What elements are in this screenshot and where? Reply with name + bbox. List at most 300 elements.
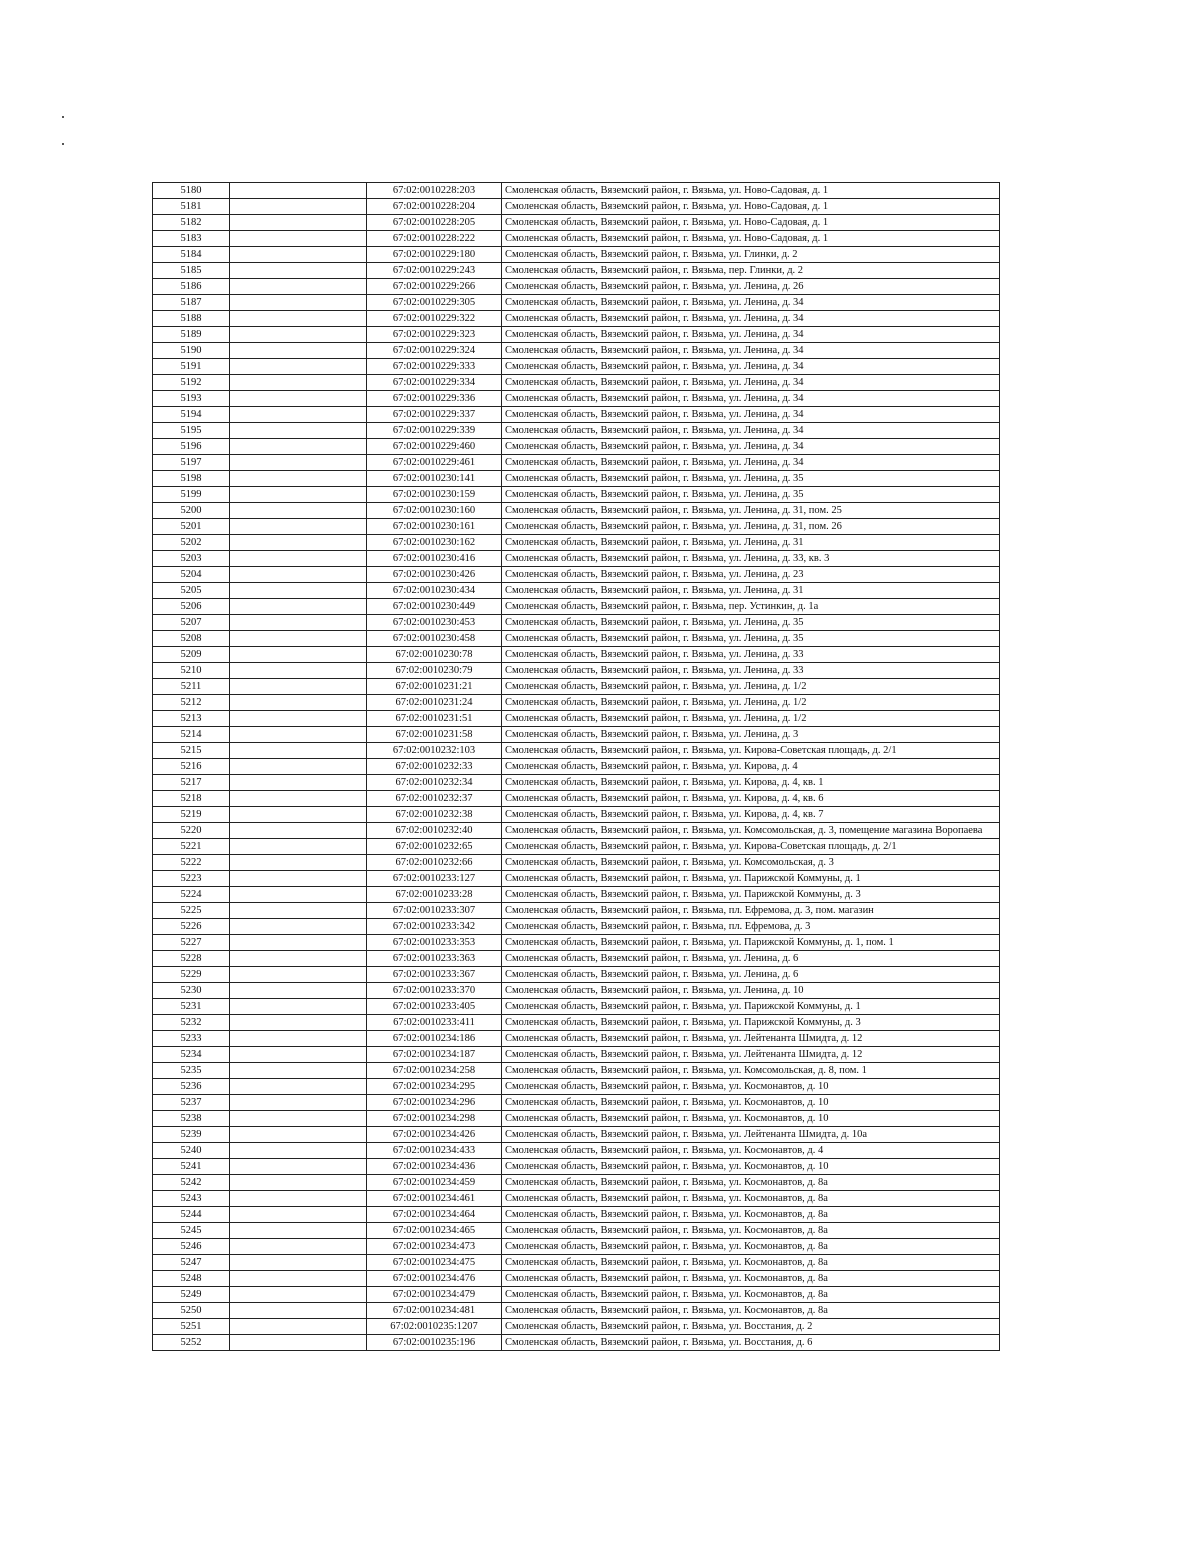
address-cell: Смоленская область, Вяземский район, г. Вязьма, ул. Лейтенанта Шмидта, д. 12 <box>502 1031 1000 1047</box>
table-row <box>153 823 1000 839</box>
cadastral-number-cell: 67:02:0010234:186 <box>367 1031 502 1047</box>
address-cell: Смоленская область, Вяземский район, г. Вязьма, ул. Ленина, д. 34 <box>502 439 1000 455</box>
empty-cell <box>230 1015 367 1031</box>
address-cell: Смоленская область, Вяземский район, г. Вязьма, ул. Парижской Коммуны, д. 1, пом. 1 <box>502 935 1000 951</box>
empty-cell <box>230 1303 367 1319</box>
row-number-cell: 5221 <box>153 839 230 855</box>
address-cell: Смоленская область, Вяземский район, г. Вязьма, ул. Ленина, д. 35 <box>502 631 1000 647</box>
table-row <box>153 327 1000 343</box>
address-cell: Смоленская область, Вяземский район, г. Вязьма, ул. Лейтенанта Шмидта, д. 12 <box>502 1047 1000 1063</box>
cadastral-number-cell: 67:02:0010233:370 <box>367 983 502 999</box>
row-number-cell: 5230 <box>153 983 230 999</box>
empty-cell <box>230 967 367 983</box>
table-row <box>153 407 1000 423</box>
cadastral-number-cell: 67:02:0010229:322 <box>367 311 502 327</box>
empty-cell <box>230 247 367 263</box>
empty-cell <box>230 1191 367 1207</box>
empty-cell <box>230 903 367 919</box>
address-cell: Смоленская область, Вяземский район, г. Вязьма, ул. Ленина, д. 6 <box>502 951 1000 967</box>
empty-cell <box>230 263 367 279</box>
empty-cell <box>230 695 367 711</box>
row-number-cell: 5204 <box>153 567 230 583</box>
row-number-cell: 5224 <box>153 887 230 903</box>
table-row <box>153 951 1000 967</box>
address-cell: Смоленская область, Вяземский район, г. Вязьма, ул. Ленина, д. 35 <box>502 471 1000 487</box>
cadastral-number-cell: 67:02:0010228:205 <box>367 215 502 231</box>
address-cell: Смоленская область, Вяземский район, г. Вязьма, ул. Парижской Коммуны, д. 1 <box>502 871 1000 887</box>
address-cell: Смоленская область, Вяземский район, г. Вязьма, ул. Ново-Садовая, д. 1 <box>502 183 1000 199</box>
row-number-cell: 5186 <box>153 279 230 295</box>
address-cell: Смоленская область, Вяземский район, г. Вязьма, ул. Ново-Садовая, д. 1 <box>502 199 1000 215</box>
table-row <box>153 1127 1000 1143</box>
table-row <box>153 807 1000 823</box>
row-number-cell: 5219 <box>153 807 230 823</box>
empty-cell <box>230 1335 367 1351</box>
cadastral-number-cell: 67:02:0010229:266 <box>367 279 502 295</box>
row-number-cell: 5206 <box>153 599 230 615</box>
cadastral-number-cell: 67:02:0010232:33 <box>367 759 502 775</box>
address-cell: Смоленская область, Вяземский район, г. Вязьма, ул. Ленина, д. 23 <box>502 567 1000 583</box>
address-cell: Смоленская область, Вяземский район, г. Вязьма, ул. Восстания, д. 6 <box>502 1335 1000 1351</box>
table-row <box>153 535 1000 551</box>
address-cell: Смоленская область, Вяземский район, г. Вязьма, ул. Ленина, д. 34 <box>502 343 1000 359</box>
row-number-cell: 5214 <box>153 727 230 743</box>
table-row <box>153 279 1000 295</box>
cadastral-number-cell: 67:02:0010229:337 <box>367 407 502 423</box>
table-row <box>153 631 1000 647</box>
address-cell: Смоленская область, Вяземский район, г. Вязьма, ул. Ленина, д. 31 <box>502 583 1000 599</box>
empty-cell <box>230 535 367 551</box>
cadastral-number-cell: 67:02:0010234:436 <box>367 1159 502 1175</box>
table-row <box>153 871 1000 887</box>
table-row <box>153 311 1000 327</box>
empty-cell <box>230 1271 367 1287</box>
cadastral-number-cell: 67:02:0010232:103 <box>367 743 502 759</box>
address-cell: Смоленская область, Вяземский район, г. Вязьма, ул. Ленина, д. 34 <box>502 455 1000 471</box>
row-number-cell: 5216 <box>153 759 230 775</box>
empty-cell <box>230 1047 367 1063</box>
address-cell: Смоленская область, Вяземский район, г. Вязьма, ул. Ленина, д. 34 <box>502 311 1000 327</box>
row-number-cell: 5215 <box>153 743 230 759</box>
table-row <box>153 583 1000 599</box>
empty-cell <box>230 519 367 535</box>
row-number-cell: 5237 <box>153 1095 230 1111</box>
address-cell: Смоленская область, Вяземский район, г. Вязьма, ул. Ново-Садовая, д. 1 <box>502 231 1000 247</box>
address-cell: Смоленская область, Вяземский район, г. Вязьма, ул. Ленина, д. 34 <box>502 423 1000 439</box>
empty-cell <box>230 1223 367 1239</box>
table-row <box>153 887 1000 903</box>
address-cell: Смоленская область, Вяземский район, г. Вязьма, ул. Ленина, д. 10 <box>502 983 1000 999</box>
cadastral-number-cell: 67:02:0010234:475 <box>367 1255 502 1271</box>
empty-cell <box>230 935 367 951</box>
cadastral-number-cell: 67:02:0010230:161 <box>367 519 502 535</box>
table-row <box>153 967 1000 983</box>
empty-cell <box>230 215 367 231</box>
address-cell: Смоленская область, Вяземский район, г. Вязьма, ул. Ленина, д. 1/2 <box>502 679 1000 695</box>
empty-cell <box>230 391 367 407</box>
row-number-cell: 5190 <box>153 343 230 359</box>
row-number-cell: 5233 <box>153 1031 230 1047</box>
row-number-cell: 5220 <box>153 823 230 839</box>
address-cell: Смоленская область, Вяземский район, г. Вязьма, ул. Комсомольская, д. 8, пом. 1 <box>502 1063 1000 1079</box>
address-cell: Смоленская область, Вяземский район, г. Вязьма, ул. Космонавтов, д. 8а <box>502 1191 1000 1207</box>
cadastral-number-cell: 67:02:0010230:416 <box>367 551 502 567</box>
row-number-cell: 5202 <box>153 535 230 551</box>
table-row <box>153 503 1000 519</box>
empty-cell <box>230 551 367 567</box>
address-cell: Смоленская область, Вяземский район, г. Вязьма, пл. Ефремова, д. 3 <box>502 919 1000 935</box>
row-number-cell: 5251 <box>153 1319 230 1335</box>
row-number-cell: 5236 <box>153 1079 230 1095</box>
empty-cell <box>230 983 367 999</box>
row-number-cell: 5207 <box>153 615 230 631</box>
cadastral-number-cell: 67:02:0010234:258 <box>367 1063 502 1079</box>
row-number-cell: 5218 <box>153 791 230 807</box>
address-cell: Смоленская область, Вяземский район, г. Вязьма, ул. Ленина, д. 6 <box>502 967 1000 983</box>
address-cell: Смоленская область, Вяземский район, г. Вязьма, ул. Космонавтов, д. 10 <box>502 1095 1000 1111</box>
address-cell: Смоленская область, Вяземский район, г. Вязьма, ул. Кирова, д. 4, кв. 7 <box>502 807 1000 823</box>
address-cell: Смоленская область, Вяземский район, г. Вязьма, ул. Космонавтов, д. 8а <box>502 1175 1000 1191</box>
table-row <box>153 567 1000 583</box>
table-row <box>153 455 1000 471</box>
table-row <box>153 231 1000 247</box>
address-cell: Смоленская область, Вяземский район, г. Вязьма, ул. Кирова, д. 4 <box>502 759 1000 775</box>
row-number-cell: 5225 <box>153 903 230 919</box>
address-cell: Смоленская область, Вяземский район, г. Вязьма, ул. Парижской Коммуны, д. 1 <box>502 999 1000 1015</box>
cadastral-number-cell: 67:02:0010233:405 <box>367 999 502 1015</box>
empty-cell <box>230 951 367 967</box>
empty-cell <box>230 487 367 503</box>
table-row <box>153 695 1000 711</box>
table-row <box>153 1047 1000 1063</box>
cadastral-number-cell: 67:02:0010234:481 <box>367 1303 502 1319</box>
address-cell: Смоленская область, Вяземский район, г. Вязьма, ул. Космонавтов, д. 8а <box>502 1207 1000 1223</box>
address-cell: Смоленская область, Вяземский район, г. Вязьма, ул. Ленина, д. 33, кв. 3 <box>502 551 1000 567</box>
row-number-cell: 5212 <box>153 695 230 711</box>
table-row <box>153 1319 1000 1335</box>
empty-cell <box>230 375 367 391</box>
empty-cell <box>230 743 367 759</box>
cadastral-number-cell: 67:02:0010234:461 <box>367 1191 502 1207</box>
cadastral-number-cell: 67:02:0010228:203 <box>367 183 502 199</box>
empty-cell <box>230 631 367 647</box>
address-cell: Смоленская область, Вяземский район, г. Вязьма, ул. Космонавтов, д. 8а <box>502 1271 1000 1287</box>
row-number-cell: 5245 <box>153 1223 230 1239</box>
empty-cell <box>230 615 367 631</box>
table-row <box>153 935 1000 951</box>
row-number-cell: 5185 <box>153 263 230 279</box>
table-row <box>153 855 1000 871</box>
cadastral-number-cell: 67:02:0010235:196 <box>367 1335 502 1351</box>
address-cell: Смоленская область, Вяземский район, г. Вязьма, ул. Комсомольская, д. 3, помещение магазина Воропаева <box>502 823 1000 839</box>
empty-cell <box>230 839 367 855</box>
table-row <box>153 903 1000 919</box>
empty-cell <box>230 1159 367 1175</box>
table-row <box>153 711 1000 727</box>
cadastral-number-cell: 67:02:0010229:324 <box>367 343 502 359</box>
address-cell: Смоленская область, Вяземский район, г. Вязьма, ул. Ленина, д. 34 <box>502 391 1000 407</box>
cadastral-number-cell: 67:02:0010231:51 <box>367 711 502 727</box>
row-number-cell: 5247 <box>153 1255 230 1271</box>
cadastral-number-cell: 67:02:0010229:180 <box>367 247 502 263</box>
cadastral-number-cell: 67:02:0010232:38 <box>367 807 502 823</box>
cadastral-number-cell: 67:02:0010231:24 <box>367 695 502 711</box>
empty-cell <box>230 727 367 743</box>
empty-cell <box>230 1127 367 1143</box>
empty-cell <box>230 567 367 583</box>
empty-cell <box>230 343 367 359</box>
address-cell: Смоленская область, Вяземский район, г. Вязьма, пл. Ефремова, д. 3, пом. магазин <box>502 903 1000 919</box>
cadastral-number-cell: 67:02:0010234:459 <box>367 1175 502 1191</box>
table-row <box>153 375 1000 391</box>
table-row <box>153 1207 1000 1223</box>
table-row <box>153 1191 1000 1207</box>
row-number-cell: 5201 <box>153 519 230 535</box>
address-cell: Смоленская область, Вяземский район, г. Вязьма, ул. Лейтенанта Шмидта, д. 10а <box>502 1127 1000 1143</box>
table-row <box>153 663 1000 679</box>
table-row <box>153 359 1000 375</box>
table-row <box>153 183 1000 199</box>
table-row <box>153 519 1000 535</box>
table-row <box>153 615 1000 631</box>
table-row <box>153 1031 1000 1047</box>
row-number-cell: 5222 <box>153 855 230 871</box>
row-number-cell: 5213 <box>153 711 230 727</box>
address-cell: Смоленская область, Вяземский район, г. Вязьма, ул. Ленина, д. 33 <box>502 647 1000 663</box>
row-number-cell: 5231 <box>153 999 230 1015</box>
row-number-cell: 5209 <box>153 647 230 663</box>
cadastral-number-cell: 67:02:0010230:426 <box>367 567 502 583</box>
address-cell: Смоленская область, Вяземский район, г. Вязьма, ул. Кирова, д. 4, кв. 1 <box>502 775 1000 791</box>
cadastral-number-cell: 67:02:0010233:367 <box>367 967 502 983</box>
property-registry-table <box>152 182 1000 1351</box>
empty-cell <box>230 1255 367 1271</box>
table-row <box>153 263 1000 279</box>
empty-cell <box>230 855 367 871</box>
table-row <box>153 1015 1000 1031</box>
empty-cell <box>230 647 367 663</box>
table-row <box>153 727 1000 743</box>
row-number-cell: 5241 <box>153 1159 230 1175</box>
row-number-cell: 5187 <box>153 295 230 311</box>
row-number-cell: 5246 <box>153 1239 230 1255</box>
empty-cell <box>230 791 367 807</box>
empty-cell <box>230 183 367 199</box>
table-row <box>153 1159 1000 1175</box>
row-number-cell: 5197 <box>153 455 230 471</box>
cadastral-number-cell: 67:02:0010230:453 <box>367 615 502 631</box>
address-cell: Смоленская область, Вяземский район, г. Вязьма, ул. Ленина, д. 33 <box>502 663 1000 679</box>
cadastral-number-cell: 67:02:0010228:204 <box>367 199 502 215</box>
row-number-cell: 5210 <box>153 663 230 679</box>
cadastral-number-cell: 67:02:0010230:78 <box>367 647 502 663</box>
row-number-cell: 5195 <box>153 423 230 439</box>
empty-cell <box>230 887 367 903</box>
table-row <box>153 1095 1000 1111</box>
cadastral-number-cell: 67:02:0010233:411 <box>367 1015 502 1031</box>
row-number-cell: 5232 <box>153 1015 230 1031</box>
empty-cell <box>230 1095 367 1111</box>
row-number-cell: 5198 <box>153 471 230 487</box>
row-number-cell: 5250 <box>153 1303 230 1319</box>
row-number-cell: 5238 <box>153 1111 230 1127</box>
empty-cell <box>230 711 367 727</box>
row-number-cell: 5240 <box>153 1143 230 1159</box>
row-number-cell: 5199 <box>153 487 230 503</box>
cadastral-number-cell: 67:02:0010230:141 <box>367 471 502 487</box>
address-cell: Смоленская область, Вяземский район, г. Вязьма, ул. Космонавтов, д. 10 <box>502 1079 1000 1095</box>
table-row <box>153 1111 1000 1127</box>
table-row <box>153 199 1000 215</box>
scan-speck <box>62 143 64 145</box>
cadastral-number-cell: 67:02:0010233:353 <box>367 935 502 951</box>
address-cell: Смоленская область, Вяземский район, г. Вязьма, пер. Устинкин, д. 1а <box>502 599 1000 615</box>
row-number-cell: 5235 <box>153 1063 230 1079</box>
row-number-cell: 5184 <box>153 247 230 263</box>
address-cell: Смоленская область, Вяземский район, г. Вязьма, ул. Ленина, д. 34 <box>502 295 1000 311</box>
table-row <box>153 919 1000 935</box>
empty-cell <box>230 423 367 439</box>
row-number-cell: 5223 <box>153 871 230 887</box>
table-row <box>153 215 1000 231</box>
address-cell: Смоленская область, Вяземский район, г. Вязьма, ул. Ленина, д. 1/2 <box>502 695 1000 711</box>
empty-cell <box>230 1079 367 1095</box>
address-cell: Смоленская область, Вяземский район, г. Вязьма, ул. Ленина, д. 34 <box>502 359 1000 375</box>
empty-cell <box>230 1207 367 1223</box>
table-row <box>153 791 1000 807</box>
table-row <box>153 1063 1000 1079</box>
cadastral-number-cell: 67:02:0010228:222 <box>367 231 502 247</box>
cadastral-number-cell: 67:02:0010232:37 <box>367 791 502 807</box>
address-cell: Смоленская область, Вяземский район, г. Вязьма, ул. Парижской Коммуны, д. 3 <box>502 887 1000 903</box>
table-row <box>153 839 1000 855</box>
cadastral-number-cell: 67:02:0010229:243 <box>367 263 502 279</box>
address-cell: Смоленская область, Вяземский район, г. Вязьма, ул. Кирова-Советская площадь, д. 2/1 <box>502 743 1000 759</box>
address-cell: Смоленская область, Вяземский район, г. Вязьма, пер. Глинки, д. 2 <box>502 263 1000 279</box>
empty-cell <box>230 759 367 775</box>
empty-cell <box>230 1175 367 1191</box>
row-number-cell: 5193 <box>153 391 230 407</box>
row-number-cell: 5244 <box>153 1207 230 1223</box>
registry-table-body <box>153 183 1000 1351</box>
empty-cell <box>230 1063 367 1079</box>
empty-cell <box>230 679 367 695</box>
table-row <box>153 743 1000 759</box>
cadastral-number-cell: 67:02:0010230:449 <box>367 599 502 615</box>
cadastral-number-cell: 67:02:0010234:464 <box>367 1207 502 1223</box>
address-cell: Смоленская область, Вяземский район, г. Вязьма, ул. Космонавтов, д. 8а <box>502 1239 1000 1255</box>
row-number-cell: 5211 <box>153 679 230 695</box>
table-row <box>153 423 1000 439</box>
address-cell: Смоленская область, Вяземский район, г. Вязьма, ул. Ленина, д. 34 <box>502 327 1000 343</box>
cadastral-number-cell: 67:02:0010229:334 <box>367 375 502 391</box>
table-row <box>153 295 1000 311</box>
empty-cell <box>230 327 367 343</box>
address-cell: Смоленская область, Вяземский район, г. Вязьма, ул. Космонавтов, д. 8а <box>502 1303 1000 1319</box>
address-cell: Смоленская область, Вяземский район, г. Вязьма, ул. Ленина, д. 3 <box>502 727 1000 743</box>
cadastral-number-cell: 67:02:0010229:460 <box>367 439 502 455</box>
row-number-cell: 5194 <box>153 407 230 423</box>
scan-speck <box>62 116 64 118</box>
cadastral-number-cell: 67:02:0010234:473 <box>367 1239 502 1255</box>
cadastral-number-cell: 67:02:0010234:296 <box>367 1095 502 1111</box>
address-cell: Смоленская область, Вяземский район, г. Вязьма, ул. Ленина, д. 35 <box>502 487 1000 503</box>
empty-cell <box>230 1319 367 1335</box>
empty-cell <box>230 359 367 375</box>
empty-cell <box>230 231 367 247</box>
row-number-cell: 5203 <box>153 551 230 567</box>
cadastral-number-cell: 67:02:0010234:479 <box>367 1287 502 1303</box>
cadastral-number-cell: 67:02:0010234:476 <box>367 1271 502 1287</box>
table-row <box>153 247 1000 263</box>
address-cell: Смоленская область, Вяземский район, г. Вязьма, ул. Космонавтов, д. 4 <box>502 1143 1000 1159</box>
empty-cell <box>230 407 367 423</box>
empty-cell <box>230 823 367 839</box>
row-number-cell: 5182 <box>153 215 230 231</box>
row-number-cell: 5181 <box>153 199 230 215</box>
cadastral-number-cell: 67:02:0010234:298 <box>367 1111 502 1127</box>
row-number-cell: 5226 <box>153 919 230 935</box>
cadastral-number-cell: 67:02:0010231:58 <box>367 727 502 743</box>
table-row <box>153 983 1000 999</box>
cadastral-number-cell: 67:02:0010233:307 <box>367 903 502 919</box>
address-cell: Смоленская область, Вяземский район, г. Вязьма, ул. Ленина, д. 1/2 <box>502 711 1000 727</box>
row-number-cell: 5189 <box>153 327 230 343</box>
table-row <box>153 1335 1000 1351</box>
cadastral-number-cell: 67:02:0010230:434 <box>367 583 502 599</box>
table-row <box>153 1143 1000 1159</box>
table-row <box>153 1271 1000 1287</box>
empty-cell <box>230 807 367 823</box>
cadastral-number-cell: 67:02:0010232:40 <box>367 823 502 839</box>
empty-cell <box>230 663 367 679</box>
table-row <box>153 775 1000 791</box>
cadastral-number-cell: 67:02:0010229:305 <box>367 295 502 311</box>
cadastral-number-cell: 67:02:0010233:342 <box>367 919 502 935</box>
cadastral-number-cell: 67:02:0010230:458 <box>367 631 502 647</box>
address-cell: Смоленская область, Вяземский район, г. Вязьма, ул. Кирова, д. 4, кв. 6 <box>502 791 1000 807</box>
empty-cell <box>230 1287 367 1303</box>
cadastral-number-cell: 67:02:0010229:461 <box>367 455 502 471</box>
address-cell: Смоленская область, Вяземский район, г. Вязьма, ул. Ленина, д. 26 <box>502 279 1000 295</box>
empty-cell <box>230 455 367 471</box>
cadastral-number-cell: 67:02:0010229:339 <box>367 423 502 439</box>
table-row <box>153 343 1000 359</box>
empty-cell <box>230 1239 367 1255</box>
table-row <box>153 599 1000 615</box>
cadastral-number-cell: 67:02:0010230:159 <box>367 487 502 503</box>
cadastral-number-cell: 67:02:0010234:465 <box>367 1223 502 1239</box>
table-row <box>153 1303 1000 1319</box>
row-number-cell: 5228 <box>153 951 230 967</box>
row-number-cell: 5249 <box>153 1287 230 1303</box>
address-cell: Смоленская область, Вяземский район, г. Вязьма, ул. Ленина, д. 31, пом. 26 <box>502 519 1000 535</box>
address-cell: Смоленская область, Вяземский район, г. Вязьма, ул. Ленина, д. 34 <box>502 407 1000 423</box>
address-cell: Смоленская область, Вяземский район, г. Вязьма, ул. Глинки, д. 2 <box>502 247 1000 263</box>
cadastral-number-cell: 67:02:0010235:1207 <box>367 1319 502 1335</box>
empty-cell <box>230 279 367 295</box>
cadastral-number-cell: 67:02:0010233:363 <box>367 951 502 967</box>
row-number-cell: 5227 <box>153 935 230 951</box>
row-number-cell: 5239 <box>153 1127 230 1143</box>
cadastral-number-cell: 67:02:0010229:333 <box>367 359 502 375</box>
row-number-cell: 5229 <box>153 967 230 983</box>
cadastral-number-cell: 67:02:0010234:187 <box>367 1047 502 1063</box>
empty-cell <box>230 471 367 487</box>
table-row <box>153 391 1000 407</box>
address-cell: Смоленская область, Вяземский район, г. Вязьма, ул. Космонавтов, д. 10 <box>502 1159 1000 1175</box>
row-number-cell: 5208 <box>153 631 230 647</box>
